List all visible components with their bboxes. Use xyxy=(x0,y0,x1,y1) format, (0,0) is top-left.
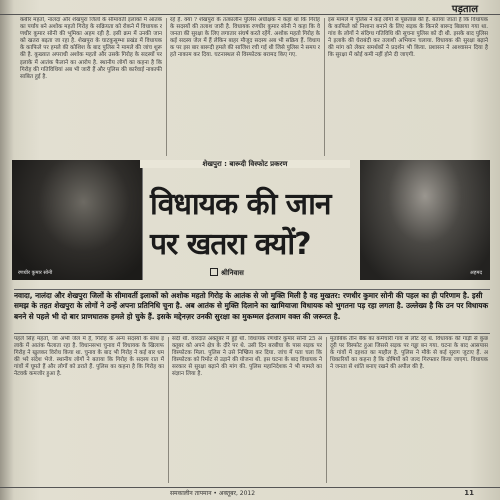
story-band: शेखपुरा : बारूदी विस्फोट प्रकरण xyxy=(140,160,350,168)
byline-square-icon xyxy=(210,268,218,276)
photo-caption-right: अहमद xyxy=(469,270,482,276)
headline-line-2: पर खतरा क्यों? xyxy=(150,227,311,262)
column-text: इस मामले में पुलिस ने कई लोगों से पूछताछ की है. बताया जाता है कि विधायक के काफिले को निशाना बनाने के लिए सड़क के किनारे बारूद बिछाया गया था. गांव के लोगों ने संदिग्ध गतिविधि की सूचना पुलिस को दी थी. इसके बाद पुलिस ने इलाके की घेराबंदी कर तलाशी अभियान चलाया. विधायक की सुरक्षा बढ़ाने की मांग को लेकर समर्थकों ने प्रदर्शन भी किया. प्रशासन ने आश्वासन दिया है कि सुरक्षा में कोई कमी नहीं होने दी जाएगी. xyxy=(328,17,488,59)
column-text: कबीर महतो, नालंदा और शेखपुरा जिलों के सीमावर्ती इलाकों में आतंक का पर्याय बने अशोक महतो गिरोह के सक्रियता को रोकने में विधायक रणधीर कुमार सोनी की भूमिका अहम रही है. इसी क्रम में उनकी जान को खतरा बढ़ता जा रहा है. शेखपुरा के घाटकुसुम्भा प्रखंड में विधायक के काफिले पर हमले की कोशिश के बाद पुलिस ने मामले की जांच शुरू की है. कुख्यात अपराधी अशोक महतो और उसके गिरोह के सदस्यों पर इलाके में आतंक फैलाने का आरोप है. स्थानीय लोगों का कहना है कि गिरोह की गतिविधियां अब भी जारी हैं और पुलिस की कार्रवाई नाकाफी साबित हुई है. xyxy=(20,17,162,80)
column-text: सदी थी. वारदात अक्तूबर में हुई थी. विधायक रणधीर कुमार सोनी 25 अक्तूबर को अपने क्षेत्र के दौरे पर थे. उसी दिन बरबीघा के पास सड़क पर विस्फोटक मिला. पुलिस ने उसे निष्क्रिय कर दिया. जांच में पता चला कि विस्फोटक को रिमोट से उड़ाने की योजना थी. इस घटना के बाद विधायक ने सरकार से सुरक्षा बढ़ाने की मांग की. पुलिस महानिदेशक ने भी मामले का संज्ञान लिया है. xyxy=(172,336,322,378)
headline-line-1: विधायक की जान xyxy=(150,187,331,222)
column-text: पहले सिंह महतो, जो अभी जेल में है, गिरोह के अन्य सदस्यों के साथ इलाके में आतंक फैलाता रहा है. विधानसभा चुनाव में विधायक के खिलाफ गिरोह ने खुलकर विरोध किया था. चुनाव के बाद भी गिरोह ने कई बार धमकी भरे संदेश भेजे. स्थानीय लोगों ने बताया कि गिरोह के सदस्य रात में गांवों में घूमते हैं और लोगों को डराते हैं. पुलिस का कहना है कि गिरोह का नेटवर्क कमजोर हुआ है. xyxy=(14,336,164,378)
article-column-bottom-3 xyxy=(330,336,488,484)
article-column-top-3 xyxy=(328,17,488,157)
article-column-bottom-2 xyxy=(172,336,322,484)
page-footer xyxy=(0,487,500,500)
page-number: 11 xyxy=(464,489,474,497)
photo-caption-left: रणधीर कुमार सोनी xyxy=(18,270,53,276)
column-divider xyxy=(168,337,169,483)
photo-mla xyxy=(12,160,143,280)
intro-paragraph xyxy=(14,289,490,334)
masthead xyxy=(0,0,500,15)
photo-accused xyxy=(360,160,490,280)
byline-author: श्रीनिवास xyxy=(221,269,244,277)
headline xyxy=(146,182,356,260)
column-text: रहे हैं. क्या ? शेखपुरा के तत्कालीन पुलिस अधीक्षक ने कहा था कि गिरोह के सदस्यों की तलाश जारी है. विधायक रणधीर कुमार सोनी ने कहा कि वे जनता की सुरक्षा के लिए लगातार संघर्ष करते रहेंगे. अशोक महतो गिरोह के कई सदस्य जेल में हैं लेकिन बाहर मौजूद सदस्य अब भी सक्रिय हैं. विधायक पर इस बार बारूदी हमले की साजिश रची गई थी जिसे पुलिस ने समय रहते नाकाम कर दिया. घटनास्थल से विस्फोटक बरामद किए गए. xyxy=(170,17,320,59)
column-divider xyxy=(324,18,325,156)
article-column-bottom-1 xyxy=(14,336,164,484)
column-text: मुताबिक तीन बैंक का कर्मचारी गांव से लौट रहे थे. विधायक की गाड़ी से कुछ दूरी पर विस्फोट हुआ जिससे सड़क पर गड्ढा बन गया. घटना के बाद आसपास के गांवों में दहशत का माहौल है. पुलिस ने मौके से कई सुराग जुटाए हैं. अधिकारियों का कहना है कि दोषियों को जल्द गिरफ्तार किया जाएगा. विधायक ने जनता से शांति बनाए रखने की अपील की है. xyxy=(330,336,488,371)
publication-info: समकालीन तापमान • अक्तूबर, 2012 xyxy=(170,490,256,497)
column-divider xyxy=(326,337,327,483)
section-label: पड़ताल xyxy=(451,4,478,15)
byline xyxy=(210,268,244,278)
intro-text: नवादा, नालंदा और शेखपुरा जिलों के सीमावर्ती इलाकों को अशोक महतो गिरोह के आतंक से जो मुक्ति मिली है वह मुखतर: रणधीर कुमार सोनी की पहल का ही परिणाम है. इसी समझ के तहत शेखपुरा के लोगों ने उन्हें अपना प्रतिनिधि चुना है. अब आतंक से मुक्ति दिलाने का खामियाजा विधायक को भुगतना पड़ रहा लगता है. उल्लेख्य है कि उन पर विधायक बनने से पहले भी दो बार प्राणघातक हमले हो चुके हैं. इसके मद्देनज़र उनकी सुरक्षा का मुकम्मल इंतजाम वक्त की जरूरत है. xyxy=(14,291,489,321)
article-column-top-1 xyxy=(20,17,162,157)
article-column-top-2 xyxy=(170,17,320,157)
column-divider xyxy=(166,18,167,156)
